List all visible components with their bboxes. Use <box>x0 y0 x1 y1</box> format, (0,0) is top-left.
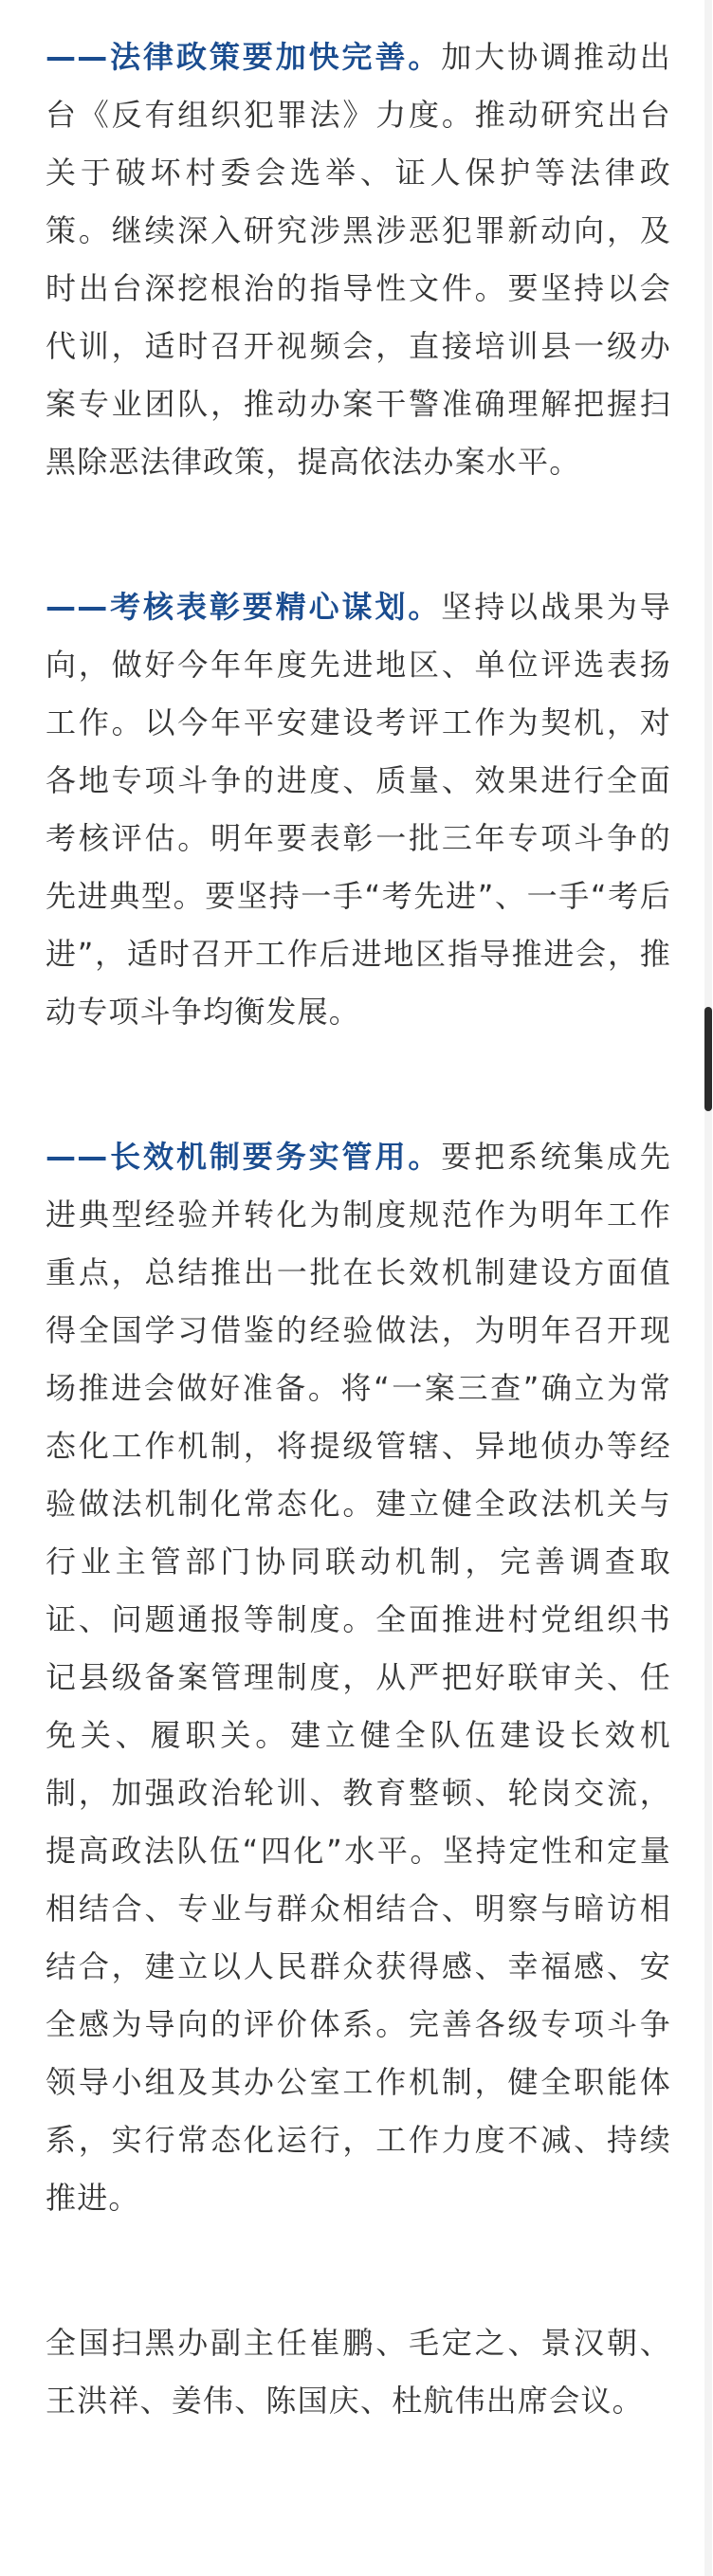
scrollbar-thumb[interactable] <box>704 1007 712 1111</box>
paragraph-text: 要把系统集成先进典型经验并转化为制度规范作为明年工作重点，总结推出一批在长效机制建设方面值得全国学习借鉴的经验做法，为明年召开现场推进会做好准备。将“一案三查”确立为常态化工作机制，将提级管辖、异地侦办等经验做法机制化常态化。建立健全政法机关与行业主管部门协同联动机制，完善调查取证、问题通报等制度。全面推进村党组织书记县级备案管理制度，从严把好联审关、任免关、履职关。建立健全队伍建设长效机制，加强政治轮训、教育整顿、轮岗交流，提高政法队伍“四化”水平。坚持定性和定量相结合、专业与群众相结合、明察与暗访相结合，建立以人民群众获得感、幸福感、安全感为导向的评价体系。完善各级专项斗争领导小组及其办公室工作机制，健全职能体系，实行常态化运行，工作力度不减、持续推进。 <box>46 1139 671 2216</box>
paragraph-assessment <box>46 578 671 1041</box>
paragraph-attendees: 全国扫黑办副主任崔鹏、毛定之、景汉朝、王洪祥、姜伟、陈国庆、杜航伟出席会议。 <box>46 2325 671 2419</box>
paragraph-heading: ——法律政策要加快完善。 <box>46 39 442 75</box>
article-body <box>46 28 671 2430</box>
paragraph-heading: ——长效机制要务实管用。 <box>46 1139 442 1175</box>
scrollbar-track[interactable] <box>704 0 712 2576</box>
paragraph-text: 坚持以战果为导向，做好今年年度先进地区、单位评选表扬工作。以今年平安建设考评工作为契机，对各地专项斗争的进度、质量、效果进行全面考核评估。明年要表彰一批三年专项斗争的先进典型。要坚持一手“考先进”、一手“考后进”，适时召开工作后进地区指导推进会，推动专项斗争均衡发展。 <box>46 589 671 1030</box>
paragraph-heading: ——考核表彰要精心谋划。 <box>46 589 442 625</box>
paragraph-legal-policy <box>46 28 671 491</box>
paragraph-text: 加大协调推动出台《反有组织犯罪法》力度。推动研究出台关于破坏村委会选举、证人保护等法律政策。继续深入研究涉黑涉恶犯罪新动向，及时出台深挖根治的指导性文件。要坚持以会代训，适时召开视频会，直接培训县一级办案专业团队，推动办案干警准确理解把握扫黑除恶法律政策，提高依法办案水平。 <box>46 39 671 480</box>
paragraph-long-term-mechanism <box>46 1128 671 2227</box>
